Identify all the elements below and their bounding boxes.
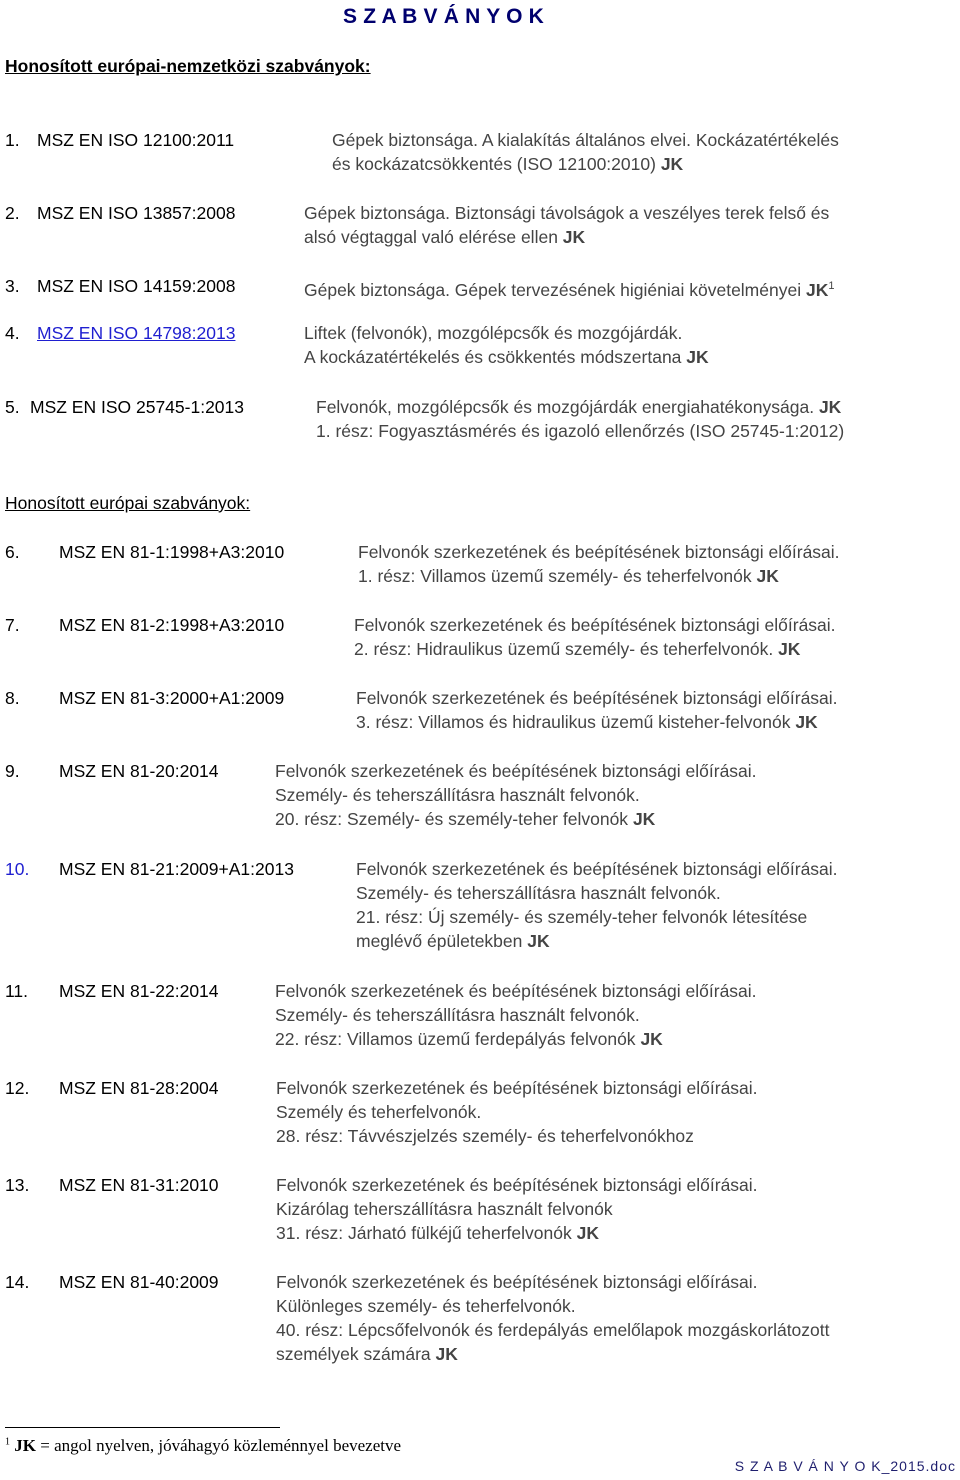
standard-code: MSZ EN ISO 25745-1:2013: [30, 397, 244, 417]
item-description-line: 28. rész: Távvészjelzés személy- és teherfelvonókhoz: [276, 1126, 694, 1146]
item-description-line: Liftek (felvonók), mozgólépcsők és mozgójárdák.: [304, 323, 683, 343]
item-description-line: 31. rész: Járható fülkéjű teherfelvonók: [276, 1223, 572, 1243]
section-heading-international: Honosított európai-nemzetközi szabványok:: [5, 56, 371, 76]
standard-code: MSZ EN ISO 13857:2008: [37, 203, 236, 223]
item-number: 9.: [5, 761, 20, 781]
item-description-line: meglévő épületekben: [356, 931, 523, 951]
standard-code: MSZ EN 81-3:2000+A1:2009: [59, 688, 285, 708]
standard-code: MSZ EN 81-31:2010: [59, 1175, 219, 1195]
item-description-line: Felvonók szerkezetének és beépítésének biztonsági előírásai.: [276, 1078, 758, 1098]
jk-mark: JK: [632, 809, 656, 829]
item-description-line: Felvonók szerkezetének és beépítésének biztonsági előírásai.: [356, 859, 838, 879]
item-number: 4.: [5, 323, 20, 343]
item-description-line: Felvonók szerkezetének és beépítésének biztonsági előírásai.: [354, 615, 836, 635]
item-description-line: Különleges személy- és teherfelvonók.: [276, 1296, 576, 1316]
item-number: 7.: [5, 615, 20, 635]
item-description-line: Gépek biztonsága. Biztonsági távolságok a veszélyes terek felső és: [304, 203, 830, 223]
jk-mark: JK: [686, 347, 709, 367]
footnote-separator: [5, 1427, 280, 1428]
item-description-line: alsó végtaggal való elérése ellen: [304, 227, 558, 247]
standard-code: MSZ EN ISO 12100:2011: [37, 130, 235, 150]
item-description-line: Felvonók, mozgólépcsők és mozgójárdák energiahatékonysága.: [316, 397, 815, 417]
jk-mark: JK: [562, 227, 586, 247]
item-number: 5.: [5, 397, 20, 417]
footnote-mark: 1: [5, 1436, 10, 1448]
jk-mark: JK: [576, 1223, 599, 1243]
document-title: S Z A B V Á N Y O K: [343, 5, 545, 28]
item-description-line: 1. rész: Villamos üzemű személy- és teherfelvonók: [358, 566, 752, 586]
item-description-line: és kockázatcsökkentés (ISO 12100:2010): [332, 154, 656, 174]
item-description-line: 1. rész: Fogyasztásmérés és igazoló ellenőrzés (ISO 25745-1:2012): [316, 421, 845, 441]
item-description-line: Felvonók szerkezetének és beépítésének biztonsági előírásai.: [276, 1272, 758, 1292]
item-description-line: Felvonók szerkezetének és beépítésének biztonsági előírásai.: [356, 688, 838, 708]
jk-mark: JK: [640, 1029, 663, 1049]
jk-mark: JK: [795, 712, 818, 732]
item-number: 11.: [5, 981, 29, 1001]
item-description-line: Személy- és teherszállításra használt felvonók.: [275, 785, 640, 805]
standard-code: MSZ EN 81-40:2009: [59, 1272, 219, 1292]
item-number: 10.: [5, 859, 30, 879]
item-description-line: Gépek biztonsága. Gépek tervezésének higiéniai követelményei: [304, 279, 802, 300]
item-description-line: Személy és teherfelvonók.: [276, 1102, 482, 1122]
section-heading-european: Honosított európai szabványok:: [5, 493, 251, 513]
standard-code: MSZ EN ISO 14159:2008: [37, 276, 236, 296]
standard-code: MSZ EN 81-20:2014: [59, 761, 219, 781]
standard-code: MSZ EN 81-1:1998+A3:2010: [59, 542, 285, 562]
jk-mark: JK: [435, 1344, 458, 1364]
item-description-line: Felvonók szerkezetének és beépítésének biztonsági előírásai.: [358, 542, 840, 562]
item-description-line: Felvonók szerkezetének és beépítésének biztonsági előírásai.: [276, 1175, 758, 1195]
item-description-line: 21. rész: Új személy- és személy-teher felvonók létesítése: [356, 907, 808, 927]
item-number: 8.: [5, 688, 20, 708]
footnote-ref: 1: [828, 280, 835, 292]
standard-code-link[interactable]: MSZ EN ISO 14798:2013: [37, 323, 236, 343]
standard-code: MSZ EN 81-2:1998+A3:2010: [59, 615, 285, 635]
item-description-line: 22. rész: Villamos üzemű ferdepályás felvonók: [275, 1029, 636, 1049]
jk-mark: JK: [660, 154, 684, 174]
jk-mark: JK: [756, 566, 779, 586]
standard-code: MSZ EN 81-28:2004: [59, 1078, 219, 1098]
item-description-line: Felvonók szerkezetének és beépítésének biztonsági előírásai.: [275, 981, 757, 1001]
jk-mark: JK: [818, 397, 842, 417]
standard-code: MSZ EN 81-22:2014: [59, 981, 219, 1001]
item-number: 2.: [5, 203, 20, 223]
item-description-line: Kizárólag teherszállításra használt felvonók: [276, 1199, 613, 1219]
item-description-line: Személy- és teherszállításra használt felvonók.: [275, 1005, 640, 1025]
footnote: [5, 1436, 401, 1456]
jk-mark: JK: [14, 1436, 36, 1455]
jk-mark: JK: [778, 639, 801, 659]
footnote-text: = angol nyelven, jóváhagyó közleménnyel bevezetve: [40, 1436, 402, 1455]
jk-mark: JK: [527, 931, 550, 951]
item-description-line: személyek számára: [276, 1344, 431, 1364]
item-number: 6.: [5, 542, 20, 562]
item-number: 14.: [5, 1272, 30, 1292]
item-number: 1.: [5, 130, 20, 150]
item-description-line: Gépek biztonsága. A kialakítás általános elvei. Kockázatértékelés: [332, 130, 839, 150]
item-number: 13.: [5, 1175, 30, 1195]
item-description-line: 2. rész: Hidraulikus üzemű személy- és teherfelvonók.: [354, 639, 774, 659]
item-number: 12.: [5, 1078, 30, 1098]
standard-code: MSZ EN 81-21:2009+A1:2013: [59, 859, 294, 879]
item-number: 3.: [5, 276, 20, 296]
item-description-line: Felvonók szerkezetének és beépítésének biztonsági előírásai.: [275, 761, 757, 781]
jk-mark: JK: [805, 279, 829, 300]
item-description-line: 40. rész: Lépcsőfelvonók és ferdepályás emelőlapok mozgáskorlátozott: [276, 1320, 830, 1340]
item-description-line: Személy- és teherszállításra használt felvonók.: [356, 883, 721, 903]
item-description-line: 20. rész: Személy- és személy-teher felvonók: [275, 809, 629, 829]
item-description-line: A kockázatértékelés és csökkentés módszertana: [304, 347, 682, 367]
file-name-footer: S Z A B V Á N Y O K_2015.doc: [734, 1458, 956, 1474]
item-description-line: 3. rész: Villamos és hidraulikus üzemű kisteher-felvonók: [356, 712, 791, 732]
